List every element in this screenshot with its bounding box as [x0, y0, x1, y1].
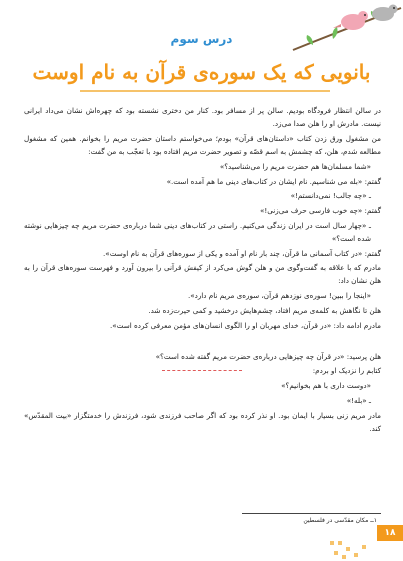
- paragraph: ـ «چه جالب! نمی‌دانستم!»: [290, 191, 371, 201]
- paragraph: «اینجا را ببین! سوره‌ی نوزدهم قرآن، سوره‌ی مریم نام دارد».: [187, 291, 371, 301]
- body-text: [24, 104, 381, 436]
- paragraph: گفتم: «در کتاب آسمانی ما قرآن، چند بار نام او آمده و یکی از سوره‌های قرآن به نام اوست».: [103, 248, 381, 258]
- paragraph: هلن پرسید: «در قرآن چه چیزهایی درباره‌ی حضرت مریم گفته شده است؟»: [155, 351, 381, 361]
- paragraph: ـ «بله!»: [346, 395, 371, 405]
- page-title: بانویی که یک سوره‌ی قرآن به نام اوست: [32, 60, 371, 84]
- footnote: ۱ــ مکان مقدّسی در فلسطین: [303, 517, 377, 524]
- footnote-rule: [242, 513, 381, 514]
- paragraph: مادرم که با علاقه به گفت‌وگوی من و هلن گوش می‌کرد از کیفش قرآنی را بیرون آورد و فهرست سوره‌های قرآن را به هلن نشان داد:: [24, 263, 381, 286]
- paragraph: «دوست داری با هم بخوانیم؟»: [281, 381, 371, 391]
- paragraph: مادر مریم زنی بسیار با ایمان بود. او نذر کرده بود که اگر صاحب فرزندی شود، فرزندش را خدمتگزار «بیت المقدّس» کند.: [24, 410, 381, 433]
- paragraph: کتابم را نزدیک او بردم:: [312, 366, 381, 376]
- paragraph: من مشغول ورق زدن کتاب «داستان‌های قرآن» بودم؛ می‌خواستم داستان حضرت مریم را بخوانم. همین که مشغول مطالعه شدم، هلن، که چشمش به اسم قصّه و تصویر حضرت مریم افتاده بود با تعجّب به من گفت:: [24, 133, 381, 157]
- page-number: ۱۸: [377, 525, 403, 541]
- paragraph: در سالن انتظار فرودگاه بودیم. سالن پر از مسافر بود. کنار من دختری نشسته بود که چهره‌اش نشان می‌داد ایرانی نیست. مادرش او را هلن صدا می‌زد.: [24, 106, 381, 129]
- section-divider: [162, 370, 242, 371]
- paragraph: گفتم: «چه خوب فارسی حرف می‌زنی!»: [259, 205, 381, 215]
- title-underline: [80, 90, 330, 92]
- lesson-label: درس سوم: [170, 32, 233, 46]
- paragraph: ـ «چهار سال است در ایران زندگی می‌کنیم. راستی در کتاب‌های دینی شما درباره‌ی حضرت مریم چه چیزهایی نوشته شده است؟»: [24, 220, 371, 243]
- paragraph: گفتم: «بله می شناسیم. نام ایشان در کتاب‌های دینی ما هم آمده است.»: [166, 176, 381, 186]
- paragraph: هلن تا نگاهش به کلمه‌ی مریم افتاد، چشم‌هایش درخشید و کمی حیرت‌زده شد.: [148, 305, 381, 315]
- dot-pattern-decoration: [0, 537, 403, 561]
- paragraph: مادرم ادامه داد: «در قرآن، خدای مهربان او را الگوی انسان‌های مؤمن معرفی کرده است».: [110, 320, 381, 330]
- paragraph: «شما مسلمان‌ها هم حضرت مریم را می‌شناسید؟»: [219, 161, 371, 171]
